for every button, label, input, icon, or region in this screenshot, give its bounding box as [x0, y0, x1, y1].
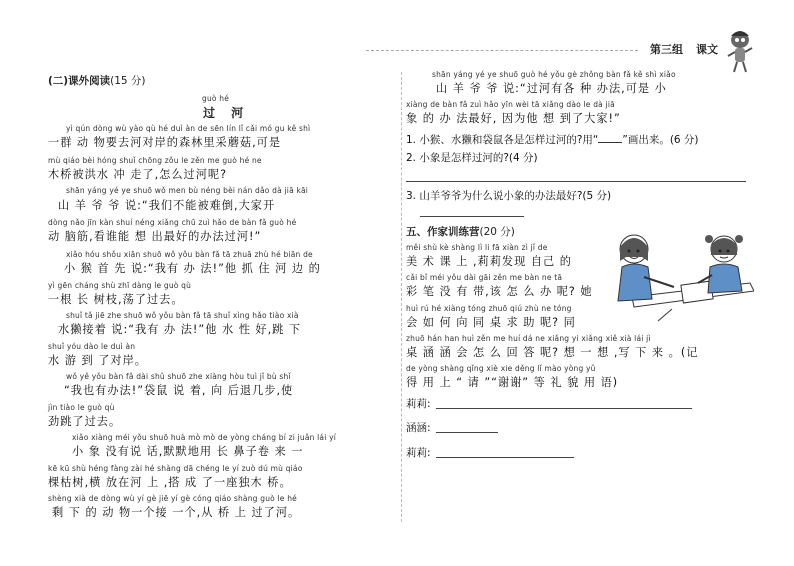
- answer-line-q3[interactable]: [420, 216, 524, 217]
- text-line: 象 的 办 法最好, 因为他 想 到了大家!”: [406, 112, 621, 125]
- text-line: 棵枯树,横 放在河 上 ,搭 成 了一座独木 桥。: [48, 476, 292, 489]
- text-line: 水獭接着 说:“我有 办 法!”他 水 性 好,跳 下: [58, 323, 302, 336]
- pinyin-line: cǎi bǐ méi yǒu dài gāi zěn me bàn ne tā: [406, 273, 563, 282]
- text-line: 彩 笔 没 有 带,该 怎 么 办 呢? 她: [406, 285, 593, 298]
- underline-mark: [598, 133, 622, 143]
- text-line: 一根 长 树枝,荡了过去。: [48, 293, 184, 306]
- answer-label-hanhan: 涵涵:: [406, 422, 431, 434]
- pinyin-line: mù qiáo bèi hóng shuǐ chōng zǒu le zěn me guò hé ne: [48, 156, 262, 165]
- pinyin-line: de yòng shàng qǐng xiè xie děng lǐ mào yòng yǔ: [406, 364, 596, 373]
- text-line: 剩 下 的 动 物一个接 一个,从 桥 上 过了河。: [52, 506, 301, 519]
- text-line: 山 羊 爷 爷 说:“我们不能被难倒,大家开: [58, 199, 276, 212]
- pinyin-line: dòng nǎo jīn kàn shuí néng xiǎng chū zuì hǎo de bàn fǎ guò hé: [48, 218, 297, 227]
- pinyin-line: xiàng de bàn fǎ zuì hǎo yīn wèi tā xiǎng dào le dà jiā: [406, 100, 615, 109]
- pinyin-line: xiǎo xiàng méi yǒu shuō huà mò mò de yòng cháng bí zi juǎn lái yí: [72, 433, 337, 442]
- story-title-pinyin: guò hé: [202, 94, 230, 103]
- two-girls-drawing-illustration: [604, 227, 754, 323]
- pinyin-line: kē kū shù héng fàng zài hé shàng dā chéng le yí zuò dú mù qiáo: [48, 464, 303, 473]
- column-divider: [401, 72, 402, 522]
- cartoon-mascot-icon: [724, 28, 756, 74]
- header-rule: [366, 50, 638, 51]
- question-1: [406, 132, 699, 147]
- text-line: 得 用 上 “ 请 ”“谢谢” 等 礼 貌 用 语): [406, 376, 619, 389]
- pinyin-line: yì qún dòng wù yào qù hé duì àn de sēn lín lǐ cǎi mó gu kě shì: [66, 124, 311, 133]
- pinyin-line: měi shù kè shàng lì li fā xiàn zì jǐ de: [406, 243, 548, 252]
- text-line: “我也有办法!”袋鼠 说 着, 向 后退几步,使: [64, 384, 294, 397]
- pinyin-line: jìn tiào le guò qù: [48, 403, 115, 412]
- question-2: 2. 小象是怎样过河的?(4 分): [406, 152, 538, 164]
- pinyin-line: shān yáng yé ye shuō wǒ men bù néng bèi nán dǎo dà jiā kāi: [66, 186, 309, 195]
- answer-line-lili-1[interactable]: [436, 408, 692, 409]
- pinyin-line: yì gēn cháng shù zhī dàng le guò qù: [48, 281, 192, 290]
- text-line: 动 脑筋,看谁能 想 出最好的办法过河!”: [48, 230, 262, 243]
- pinyin-line: huì rú hé xiàng tóng zhuō qiú zhù ne tóng: [406, 304, 572, 313]
- header-group: 第三组: [650, 43, 683, 56]
- pinyin-line: shuǐ yóu dào le duì àn: [48, 342, 136, 351]
- question-1-score: ”画出来。(6 分): [622, 134, 699, 146]
- question-3: 3. 山羊爷爷为什么说小象的办法最好?(5 分): [406, 190, 612, 202]
- answer-label-lili-2: 莉莉:: [406, 447, 431, 459]
- text-line: 山 羊 爷 爷 说:“过河有各 种 办法,可是 小: [436, 82, 667, 95]
- pinyin-line: shān yáng yé ye shuō guò hé yǒu gè zhǒng bàn fǎ kě shì xiǎo: [432, 70, 676, 79]
- section-score: (15 分): [110, 75, 146, 87]
- text-line: 桌 涵 涵 会 怎 么 回 答 呢? 想 一 想 ,写 下 来 。(记: [406, 346, 699, 359]
- answer-line-hanhan[interactable]: [436, 432, 498, 433]
- pinyin-line: shuǐ tǎ jiē zhe shuō wǒ yǒu bàn fǎ tā shuǐ xìng hǎo tiào xià: [66, 311, 299, 320]
- text-line: 一群 动 物要去河对岸的森林里采蘑菇,可是: [48, 136, 282, 149]
- text-line: 美 术 课 上 ,莉莉发现 自己 的: [406, 255, 572, 268]
- section-title: (二)课外阅读: [48, 75, 111, 87]
- header-subject: 课文: [696, 43, 718, 56]
- text-line: 木桥被洪水 冲 走了,怎么过河呢?: [48, 168, 228, 181]
- text-line: 小 象 没有说 话,默默地用 长 鼻子卷 来 一: [72, 445, 304, 458]
- pinyin-line: shèng xià de dòng wù yí gè jiē yí gè cóng qiáo shàng guò le hé: [48, 494, 297, 503]
- text-line: 水 游 到 了对岸。: [48, 354, 147, 367]
- pinyin-line: xiǎo hóu shǒu xiān shuō wǒ yǒu bàn fǎ tā zhuā zhù hé biān de: [66, 250, 313, 259]
- section-heading-writing: [406, 224, 515, 239]
- text-line: 会 如 何 向 同 桌 求 助 呢? 同: [406, 316, 576, 329]
- section-title: 五、作家训练营: [406, 226, 480, 238]
- pinyin-line: wǒ yě yǒu bàn fǎ dài shǔ shuō zhe xiàng hòu tuì jǐ bù shǐ: [66, 372, 291, 381]
- text-line: 劲跳了过去。: [48, 415, 122, 428]
- story-title: 过 河: [203, 106, 250, 120]
- section-heading-reading: [48, 73, 146, 88]
- answer-line-q2[interactable]: [406, 181, 746, 182]
- answer-label-lili-1: 莉莉:: [406, 398, 431, 410]
- pinyin-line: zhuō hán han huì zěn me huí dá ne xiǎng yi xiǎng xiě xià lái jì: [406, 334, 651, 343]
- text-line: 小 猴 首 先 说:“我有 办 法!”他 抓 住 河 边 的: [64, 262, 321, 275]
- question-1-text: 1. 小猴、水獭和袋鼠各是怎样过河的?用“: [406, 134, 599, 146]
- answer-line-lili-2[interactable]: [436, 457, 574, 458]
- section-score: (20 分): [479, 226, 515, 238]
